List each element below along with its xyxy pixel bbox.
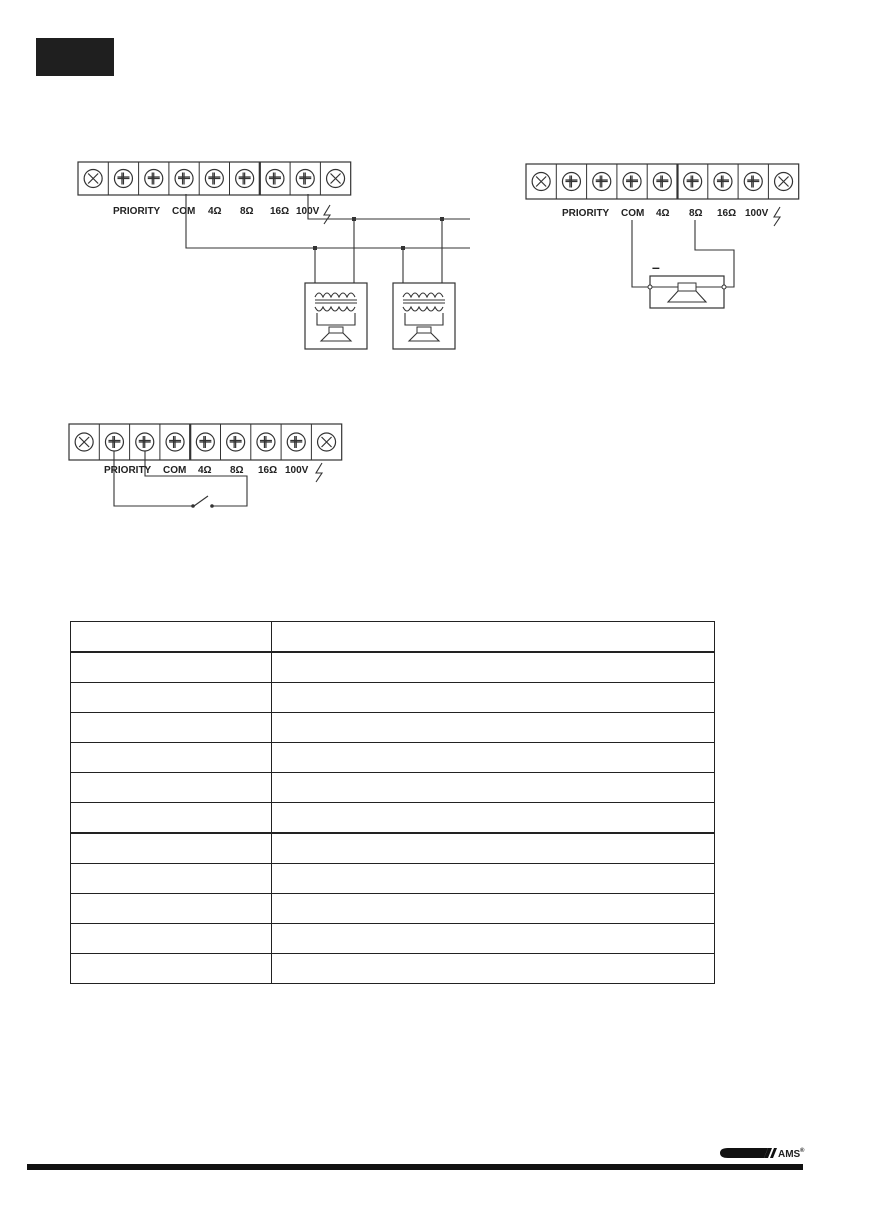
table-cell-label <box>71 683 272 713</box>
table-row <box>71 924 715 954</box>
screw-terminal-icon <box>136 433 154 451</box>
label-8ohm: 8Ω <box>689 208 703 219</box>
screw-terminal-icon <box>227 433 245 451</box>
table-row <box>71 652 715 683</box>
screw-terminal-icon <box>287 433 305 451</box>
table-row <box>71 894 715 924</box>
screw-terminal-icon <box>623 173 641 191</box>
table-cell-label <box>71 713 272 743</box>
transformer-speaker-1 <box>305 283 367 349</box>
screw-terminal-icon <box>145 170 163 188</box>
screw-terminal-icon <box>653 173 671 191</box>
screw-fixing-icon <box>75 433 93 451</box>
table-cell-label <box>71 743 272 773</box>
table-cell-label <box>71 924 272 954</box>
table-row <box>71 622 715 653</box>
table-cell-label <box>71 773 272 803</box>
table-cell-label <box>71 833 272 864</box>
screw-terminal-icon <box>175 170 193 188</box>
warning-icon <box>316 463 322 482</box>
table-cell-value <box>272 622 715 653</box>
logo-mark: ® <box>800 1148 805 1154</box>
footer-bar <box>27 1164 803 1170</box>
table-row <box>71 713 715 743</box>
label-4ohm: 4Ω <box>656 208 670 219</box>
terminal-labels <box>104 465 309 476</box>
screw-fixing-icon <box>327 170 345 188</box>
label-16ohm: 16Ω <box>258 465 278 476</box>
logo-text: AMS <box>778 1149 801 1160</box>
table-cell-value <box>272 864 715 894</box>
warning-icon <box>324 205 330 224</box>
transformer-speaker-2 <box>393 283 455 349</box>
table-cell-value <box>272 652 715 683</box>
table-cell-label <box>71 803 272 834</box>
table-row <box>71 954 715 984</box>
screw-terminal-icon <box>684 173 702 191</box>
table-cell-label <box>71 652 272 683</box>
diagram-priority-switch <box>69 424 342 508</box>
table-cell-value <box>272 803 715 834</box>
screw-terminal-icon <box>166 433 184 451</box>
table-cell-value <box>272 833 715 864</box>
polarity-mark: – <box>652 259 660 275</box>
label-8ohm: 8Ω <box>240 206 254 217</box>
table-cell-value <box>272 954 715 984</box>
label-100v: 100V <box>285 465 309 476</box>
wiring-diagrams <box>0 0 876 560</box>
screw-terminal-icon <box>105 433 123 451</box>
screw-terminal-icon <box>114 170 132 188</box>
label-100v: 100V <box>296 206 320 217</box>
table-row <box>71 803 715 834</box>
table-cell-value <box>272 773 715 803</box>
table-cell-label <box>71 864 272 894</box>
screw-terminal-icon <box>296 170 314 188</box>
label-com: COM <box>621 208 645 219</box>
terminal-strip <box>526 164 799 199</box>
screw-terminal-icon <box>744 173 762 191</box>
screw-terminal-icon <box>593 173 611 191</box>
speaker-8ohm <box>648 276 726 308</box>
screw-terminal-icon <box>257 433 275 451</box>
ams-logo <box>718 1146 806 1160</box>
screw-terminal-icon <box>196 433 214 451</box>
label-com: COM <box>163 465 187 476</box>
table-cell-value <box>272 683 715 713</box>
label-16ohm: 16Ω <box>270 206 290 217</box>
label-100v: 100V <box>745 208 769 219</box>
warning-icon <box>774 207 780 226</box>
table-row <box>71 833 715 864</box>
label-16ohm: 16Ω <box>717 208 737 219</box>
label-priority: PRIORITY <box>562 208 610 219</box>
label-8ohm: 8Ω <box>230 465 244 476</box>
label-priority: PRIORITY <box>104 465 152 476</box>
table-cell-value <box>272 713 715 743</box>
terminal-strip <box>69 424 342 460</box>
screw-terminal-icon <box>714 173 732 191</box>
table-cell-value <box>272 743 715 773</box>
table-row <box>71 773 715 803</box>
table-row <box>71 683 715 713</box>
screw-terminal-icon <box>562 173 580 191</box>
terminal-labels <box>562 208 769 219</box>
diagram-low-impedance <box>526 164 799 308</box>
table-row <box>71 743 715 773</box>
screw-fixing-icon <box>775 173 793 191</box>
spec-table <box>70 621 715 984</box>
terminal-labels <box>113 206 320 217</box>
screw-fixing-icon <box>84 170 102 188</box>
table-cell-label <box>71 894 272 924</box>
label-com: COM <box>172 206 196 217</box>
terminal-strip <box>78 162 351 195</box>
screw-fixing-icon <box>318 433 336 451</box>
table-cell-value <box>272 924 715 954</box>
screw-terminal-icon <box>236 170 254 188</box>
diagram-100v-line <box>78 162 470 349</box>
table-cell-label <box>71 954 272 984</box>
table-row <box>71 864 715 894</box>
label-4ohm: 4Ω <box>198 465 212 476</box>
table-cell-value <box>272 894 715 924</box>
label-4ohm: 4Ω <box>208 206 222 217</box>
screw-terminal-icon <box>205 170 223 188</box>
screw-fixing-icon <box>532 173 550 191</box>
screw-terminal-icon <box>266 170 284 188</box>
label-priority: PRIORITY <box>113 206 161 217</box>
table-cell-label <box>71 622 272 653</box>
